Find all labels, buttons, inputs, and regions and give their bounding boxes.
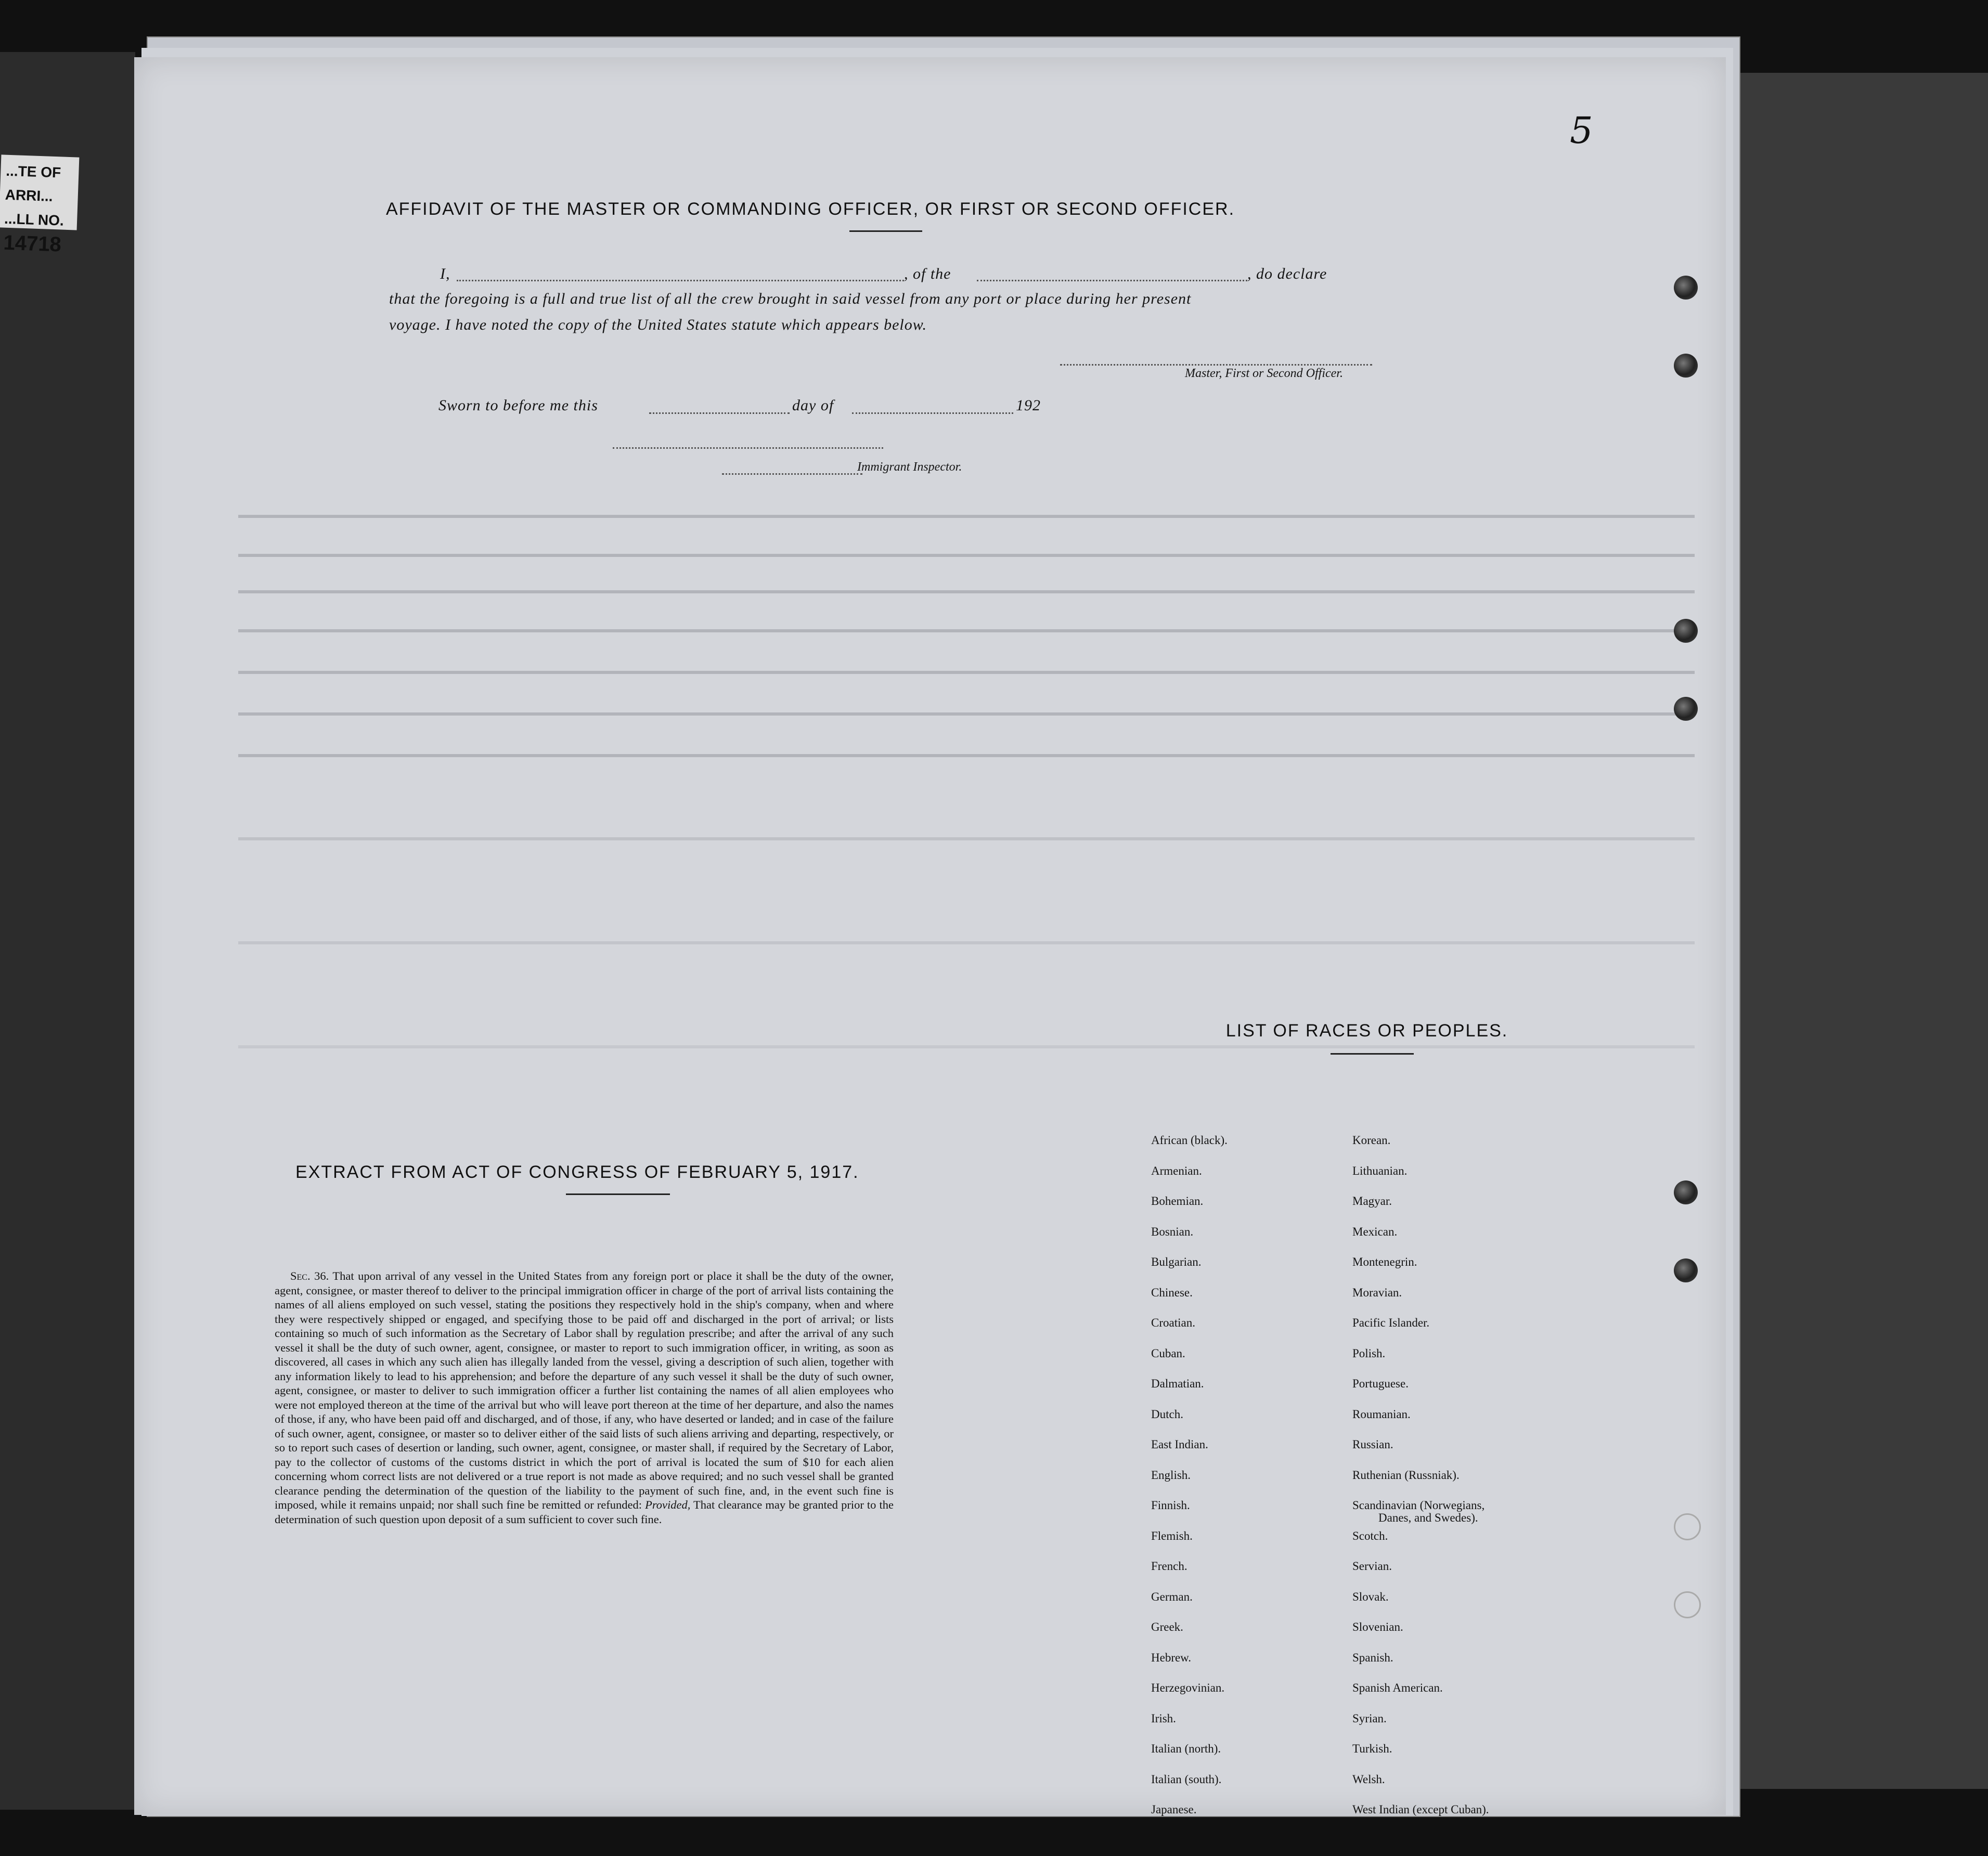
title-rule — [849, 230, 922, 232]
race-label: Moravian. — [1352, 1286, 1402, 1299]
race-item — [1151, 1529, 1359, 1560]
race-label: Portuguese. — [1352, 1377, 1409, 1390]
of-the-label: , of the — [904, 265, 951, 282]
section-text: That upon arrival of any vessel in the United States from any foreign port or place it shall be the duty of the owner, agent, consignee, or master thereof to deliver to the principal immigration officer in charge of the port of arrival lists containing the names of all aliens employed on such vessel, stating the positions they respectively hold in the ship's company, when and where they were respectively shipped or engaged, and specifying those to be paid off and discharged in the port of arrival; or lists containing so much of such information as the Secretary of Labor shall by regulation prescribe; and after the arrival of any such vessel it shall be the duty of such owner, agent, consignee, or master to report to such immigration officer, in writing, as soon as discovered, all cases in which any such alien has illegally landed from the vessel, giving a description of such alien, together with any information likely to lead to his apprehension; and before the departure of any such vessel it shall be the duty of such owner, agent, consignee, or master to deliver to such immigration officer a further list containing the names of all alien employees who were not employed thereon at the time of the arrival but who will leave port thereon at the time of her departure, and also the names of those, if any, who have been paid off and discharged, and of those, if any, who have deserted or landed; and in case of the failure of such owner, agent, consignee, or master so to deliver either of the said lists of such aliens arriving and departing, respectively, or so to report such cases of desertion or landing, such owner, agent, consignee, or master shall, if required by the Secretary of Labor, pay to the collector of customs of the customs district in which the port of arrival is located the sum of $10 for each alien concerning whom correct lists are not delivered or a true report is not made as above required; and no such vessel shall be granted clearance pending the determination of the question of the liability to the payment of such fine, and, in the event such fine is imposed, while it remains unpaid; nor shall such fine be remitted or refunded: — [275, 1269, 894, 1511]
affidavit-body-line-1: that the foregoing is a full and true list of all the crew brought in said vessel from any port or place during her present — [389, 290, 1192, 307]
punch-hole — [1674, 1513, 1701, 1540]
handwritten-page-mark: 5 — [1570, 109, 1593, 152]
race-label: German. — [1151, 1590, 1193, 1603]
race-item — [1151, 1803, 1359, 1834]
race-label: Irish. — [1151, 1711, 1176, 1725]
year-label: 192 — [1016, 397, 1041, 414]
race-label: English. — [1151, 1468, 1191, 1482]
race-label: Spanish American. — [1352, 1681, 1443, 1694]
race-label: Dutch. — [1151, 1407, 1183, 1421]
race-item — [1352, 1195, 1560, 1225]
day-of-label: day of — [792, 397, 834, 414]
race-item — [1352, 1742, 1560, 1773]
race-item — [1151, 1347, 1359, 1378]
extract-body — [275, 1269, 894, 1526]
race-label: Flemish. — [1151, 1529, 1193, 1542]
punch-hole — [1674, 276, 1698, 300]
race-item — [1151, 1286, 1359, 1317]
race-label: Montenegrin. — [1352, 1255, 1417, 1268]
race-item — [1352, 1377, 1560, 1408]
race-label: Spanish. — [1352, 1651, 1393, 1664]
race-label: Polish. — [1352, 1346, 1386, 1360]
race-label: Slovak. — [1352, 1590, 1389, 1603]
bleed-through-line — [238, 590, 1695, 593]
race-label: Lithuanian. — [1352, 1164, 1408, 1177]
inspector-rule — [613, 447, 883, 449]
race-item — [1151, 1469, 1359, 1499]
race-label: Cuban. — [1151, 1346, 1185, 1360]
race-item — [1352, 1712, 1560, 1743]
race-label: Roumanian. — [1352, 1407, 1411, 1421]
punch-hole — [1674, 1258, 1698, 1282]
punch-hole — [1674, 1591, 1701, 1618]
race-item — [1151, 1255, 1359, 1286]
race-item — [1151, 1651, 1359, 1682]
race-label: Turkish. — [1352, 1742, 1392, 1755]
race-label: Italian (north). — [1151, 1742, 1221, 1755]
race-item — [1352, 1590, 1560, 1621]
race-label: Bosnian. — [1151, 1225, 1194, 1238]
race-item — [1352, 1316, 1560, 1347]
race-label: French. — [1151, 1560, 1187, 1573]
race-label: West Indian (except Cuban). — [1352, 1803, 1489, 1816]
race-item — [1352, 1803, 1560, 1834]
race-label: Bohemian. — [1151, 1195, 1204, 1208]
race-item — [1151, 1195, 1359, 1225]
race-item — [1151, 1316, 1359, 1347]
race-item — [1352, 1134, 1560, 1164]
race-label: African (black). — [1151, 1134, 1228, 1147]
race-item — [1352, 1347, 1560, 1378]
race-item — [1151, 1681, 1359, 1712]
race-label: Herzegovinian. — [1151, 1681, 1225, 1694]
race-label: Mexican. — [1352, 1225, 1398, 1238]
race-item — [1352, 1651, 1560, 1682]
race-label: Syrian. — [1352, 1711, 1387, 1725]
race-item — [1151, 1590, 1359, 1621]
race-label: Russian. — [1352, 1438, 1393, 1451]
race-label: Croatian. — [1151, 1316, 1195, 1329]
race-label: Chinese. — [1151, 1286, 1193, 1299]
race-label: Finnish. — [1151, 1499, 1190, 1512]
affidavit-body-line-2: voyage. I have noted the copy of the United States statute which appears below. — [389, 316, 927, 333]
race-item — [1352, 1529, 1560, 1560]
race-label: Slovenian. — [1352, 1620, 1403, 1633]
race-item — [1352, 1469, 1560, 1499]
race-item — [1151, 1620, 1359, 1651]
race-item — [1352, 1620, 1560, 1651]
race-item — [1151, 1773, 1359, 1803]
races-right-column — [1352, 1134, 1560, 1834]
race-item — [1151, 1438, 1359, 1469]
race-label: Bulgarian. — [1151, 1255, 1202, 1268]
master-signature-label: Master, First or Second Officer. — [1185, 367, 1343, 380]
races-title: LIST OF RACES OR PEOPLES. — [1225, 1021, 1508, 1041]
bleed-through-line — [238, 1045, 1695, 1048]
extract-title: EXTRACT FROM ACT OF CONGRESS OF FEBRUARY 5, 1917. — [295, 1162, 859, 1182]
extract-title-rule — [566, 1193, 670, 1195]
race-label: Ruthenian (Russniak). — [1352, 1468, 1460, 1482]
scan-background-left — [0, 52, 135, 1810]
race-item — [1352, 1164, 1560, 1195]
punch-hole — [1674, 354, 1698, 378]
race-label: Scandinavian (Norwegians, — [1352, 1499, 1485, 1512]
race-item — [1151, 1164, 1359, 1195]
races-title-rule — [1331, 1053, 1414, 1055]
race-item — [1352, 1255, 1560, 1286]
punch-hole — [1674, 619, 1698, 643]
master-signature-field[interactable] — [1060, 364, 1372, 366]
race-label: Servian. — [1352, 1560, 1392, 1573]
sworn-day-field[interactable] — [649, 412, 790, 414]
bleed-through-line — [238, 754, 1695, 757]
race-item — [1151, 1134, 1359, 1164]
race-label: Magyar. — [1352, 1195, 1392, 1208]
race-item — [1151, 1742, 1359, 1773]
race-item — [1151, 1499, 1359, 1529]
inspector-signature-field[interactable] — [722, 473, 862, 475]
race-item — [1352, 1225, 1560, 1256]
provided-keyword: Provided, — [645, 1498, 691, 1511]
race-label: Japanese. — [1151, 1803, 1197, 1816]
bleed-through-line — [238, 671, 1695, 674]
fragment-line-1: ...TE OF ARRI... — [5, 162, 61, 204]
race-label: Dalmatian. — [1151, 1377, 1204, 1390]
bleed-through-line — [238, 554, 1695, 557]
section-label: Sec. 36. — [290, 1269, 329, 1282]
fragment-stamp: 14718 — [3, 231, 62, 256]
sworn-month-field[interactable] — [852, 412, 1013, 414]
race-label: Welsh. — [1352, 1772, 1385, 1786]
races-left-column — [1151, 1134, 1359, 1834]
inspector-label: Immigrant Inspector. — [857, 460, 962, 474]
race-label: Hebrew. — [1151, 1651, 1192, 1664]
affiant-label: I, — [440, 265, 450, 282]
adjacent-page-fragment — [0, 154, 79, 256]
race-item — [1151, 1712, 1359, 1743]
race-label: Pacific Islander. — [1352, 1316, 1430, 1329]
affiant-name-field[interactable] — [457, 280, 904, 281]
do-declare-label: , do declare — [1247, 265, 1327, 282]
race-item — [1352, 1408, 1560, 1438]
bleed-through-line — [238, 837, 1695, 840]
race-item — [1151, 1377, 1359, 1408]
race-label: East Indian. — [1151, 1438, 1208, 1451]
race-label: Armenian. — [1151, 1164, 1202, 1177]
race-item — [1352, 1286, 1560, 1317]
race-item — [1151, 1560, 1359, 1590]
punch-hole — [1674, 697, 1698, 721]
fragment-line-2: ...LL NO. — [4, 210, 64, 229]
race-item — [1352, 1560, 1560, 1590]
race-item — [1151, 1225, 1359, 1256]
race-label: Scotch. — [1352, 1529, 1388, 1542]
affidavit-title: AFFIDAVIT OF THE MASTER OR COMMANDING OFFICER, OR FIRST OR SECOND OFFICER. — [385, 199, 1235, 219]
document-page — [134, 57, 1726, 1815]
punch-hole — [1674, 1180, 1698, 1204]
bleed-through-line — [238, 712, 1695, 716]
race-item — [1352, 1681, 1560, 1712]
race-label-continuation: Danes, and Swedes). — [1378, 1511, 1478, 1524]
bleed-through-line — [238, 941, 1695, 944]
bleed-through-line — [238, 515, 1695, 518]
vessel-name-field[interactable] — [977, 280, 1247, 281]
race-label: Korean. — [1352, 1134, 1391, 1147]
race-item — [1352, 1438, 1560, 1469]
race-item — [1352, 1499, 1560, 1529]
race-item — [1151, 1408, 1359, 1438]
race-item — [1352, 1773, 1560, 1803]
race-label: Greek. — [1151, 1620, 1183, 1633]
race-label: Italian (south). — [1151, 1772, 1222, 1786]
section-text-end: That clearance may be granted prior to the determination of such question upon deposit of a sum sufficient to cover such fine. — [275, 1498, 894, 1526]
bleed-through-line — [238, 629, 1695, 632]
scan-background-right — [1737, 73, 1988, 1789]
sworn-label: Sworn to before me this — [438, 397, 598, 414]
